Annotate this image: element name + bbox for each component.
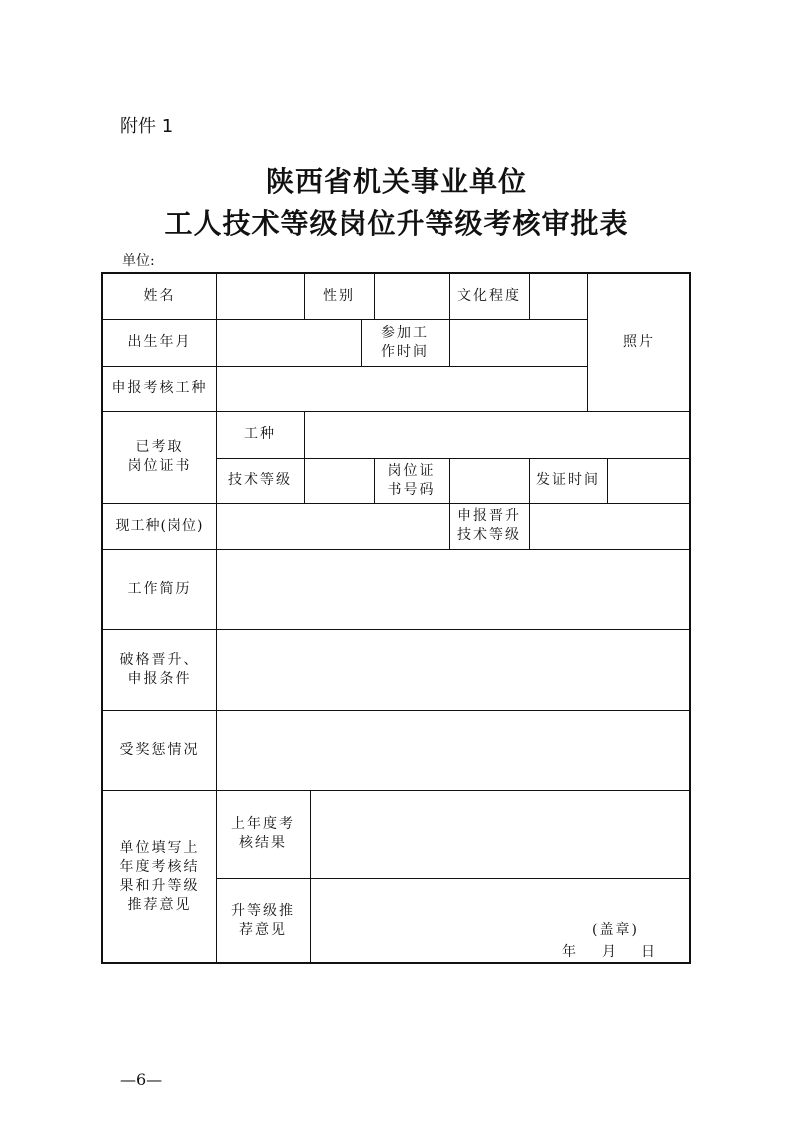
unit-label: 单位: <box>122 253 155 269</box>
field-last-year-result[interactable] <box>310 790 691 878</box>
field-special-promotion[interactable] <box>216 629 691 710</box>
date-day-label: 日 <box>641 944 655 960</box>
field-cert-no[interactable] <box>449 458 529 503</box>
field-birth[interactable] <box>216 319 361 366</box>
label-issue-date: 发证时间 <box>536 472 600 488</box>
field-resume[interactable] <box>216 549 691 629</box>
label-name: 姓名 <box>143 288 176 304</box>
stamp-label: (盖章) <box>592 922 639 938</box>
field-apply-trade[interactable] <box>216 366 587 411</box>
label-promotion-opinion: 升等级推 荐意见 <box>231 903 295 938</box>
date-month-label: 月 <box>602 944 616 960</box>
field-issue-date[interactable] <box>607 458 691 503</box>
attachment-label: 附件 1 <box>120 116 174 137</box>
approval-form-table <box>101 272 691 964</box>
field-current-trade[interactable] <box>216 503 449 549</box>
label-education: 文化程度 <box>457 288 521 304</box>
form-title-line2: 工人技术等级岗位升等级考核审批表 <box>164 207 629 240</box>
label-trade: 工种 <box>244 426 276 442</box>
label-work-start: 参加工 作时间 <box>381 324 429 360</box>
label-cert-no: 岗位证 书号码 <box>387 462 436 498</box>
label-gender: 性别 <box>323 288 355 304</box>
form-title-line1: 陕西省机关事业单位 <box>265 165 527 198</box>
label-unit-opinion: 单位填写上 年度考核结 果和升等级 推荐意见 <box>119 840 200 913</box>
field-rewards[interactable] <box>216 710 691 790</box>
field-apply-level[interactable] <box>529 503 691 549</box>
field-tech-level[interactable] <box>304 458 374 503</box>
field-education[interactable] <box>529 274 587 319</box>
label-obtained-cert: 已考取 岗位证书 <box>127 439 192 474</box>
label-tech-level: 技术等级 <box>228 472 292 488</box>
label-resume: 工作简历 <box>127 580 192 597</box>
label-apply-trade: 申报考核工种 <box>111 380 208 396</box>
label-birth: 出生年月 <box>127 334 192 350</box>
field-gender[interactable] <box>374 274 449 319</box>
photo-box[interactable]: 照片 <box>623 334 655 350</box>
label-rewards: 受奖惩情况 <box>119 741 200 758</box>
field-name[interactable] <box>216 274 304 319</box>
label-apply-level: 申报晋升 技术等级 <box>457 508 521 543</box>
label-last-year-result: 上年度考 核结果 <box>231 816 295 851</box>
field-work-start[interactable] <box>449 319 587 366</box>
page-number: —6— <box>120 1070 163 1089</box>
field-trade[interactable] <box>304 411 691 458</box>
date-year-label: 年 <box>562 944 576 960</box>
label-current-trade: 现工种(岗位) <box>115 517 204 534</box>
label-special-promotion: 破格晋升、 申报条件 <box>119 651 200 687</box>
